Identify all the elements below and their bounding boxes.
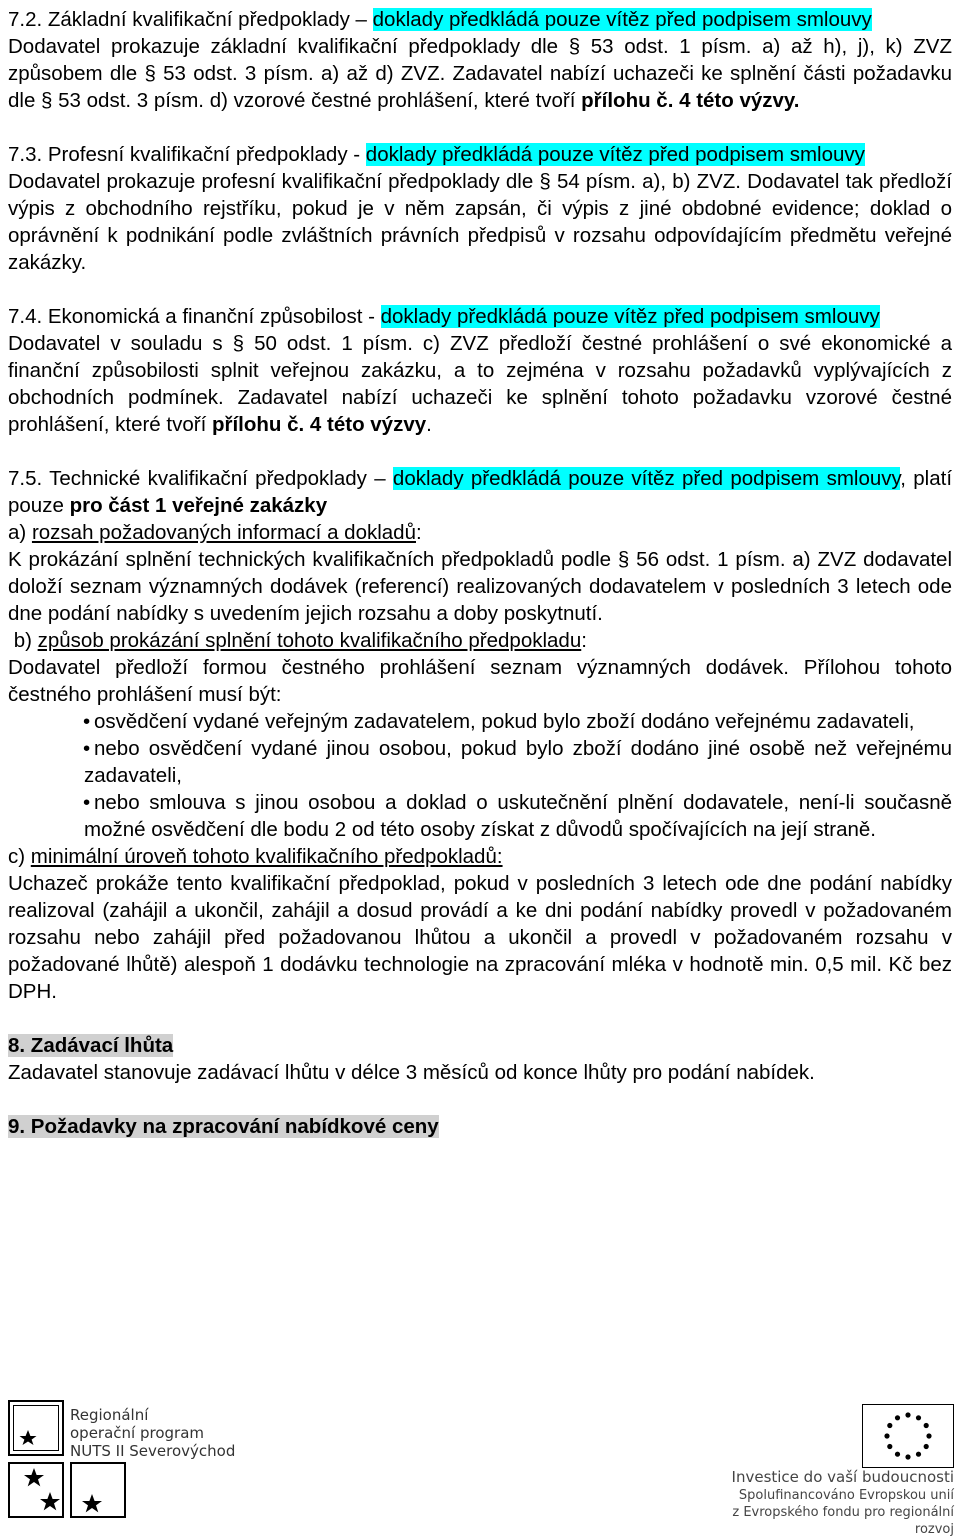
list-item: • nebo smlouva s jinou osobou a doklad o uskutečnění plnění dodavatele, není-li současně možné osvědčení dle bodu 2 od této osoby získat z důvodů spočívajících na její straně. — [84, 789, 952, 843]
section-7-5-heading: 7.5. Technické kvalifikační předpoklady – doklady předkládá pouze vítěz před podpisem smlouvy, platí pouze pro část 1 veřejné zakázky — [8, 467, 953, 517]
section-8 — [8, 1032, 952, 1086]
section-7-2 — [8, 6, 952, 114]
list-item: • osvědčení vydané veřejným zadavatelem, pokud bylo zboží dodáno veřejnému zadavateli, — [84, 708, 952, 735]
section-9-heading: 9. Požadavky na zpracování nabídkové ceny — [8, 1115, 439, 1138]
subsection-b-title: b) způsob prokázání splnění tohoto kvalifikačního předpokladu: — [8, 629, 587, 652]
section-7-4-body: Dodavatel v souladu s § 50 odst. 1 písm. c) ZVZ předloží čestné prohlášení o své ekonomické a finanční způsobilosti splnit veřejnou zakázku, a to zejména v rozsahu požadavků vyplývajících z obchodních podmínek. Zadavatel nabízí uchazeči ke splnění tohoto požadavku vzorové čestné prohlášení, které tvoří přílohu č. 4 této výzvy. — [8, 332, 952, 436]
eu-flag-icon — [862, 1404, 954, 1468]
subsection-c-title: c) minimální úroveň tohoto kvalifikačního předpokladů: — [8, 845, 503, 868]
section-8-body: Zadavatel stanovuje zadávací lhůtu v délce 3 měsíců od konce lhůty pro podání nabídek. — [8, 1061, 815, 1084]
document-page — [8, 6, 952, 1140]
section-7-3-body: Dodavatel prokazuje profesní kvalifikační předpoklady dle § 54 písm. a), b) ZVZ. Dodavatel tak předloží výpis z obchodního rejstříku, pokud je v něm zapsán, či výpis z jiné obdobné evidence; doklad o oprávnění k podnikání podle zvláštních právních předpisů v rozsahu odpovídajícím předmětu veřejné zakázky. — [8, 170, 952, 274]
rop-logo — [8, 1400, 248, 1522]
eu-logo-text: Investice do vaší budoucnosti Spolufinancováno Evropskou unií z Evropského fondu pro regionální rozvoj — [731, 1468, 954, 1537]
subsection-a-title: a) rozsah požadovaných informací a dokladů: — [8, 521, 422, 544]
winner-documents-highlight: doklady předkládá pouze vítěz před podpisem smlouvy — [365, 143, 865, 166]
section-7-5 — [8, 465, 952, 1005]
eu-logo — [690, 1400, 954, 1537]
subsection-c-body: Uchazeč prokáže tento kvalifikační předpoklad, pokud v posledních 3 letech ode dne podání nabídky realizoval (zahájil a ukončil, zahájil a dosud provádí a ke dni podání nabídky provedl v požadovaném rozsahu nebo zahájil před požadovanou lhůtou a ukončil a provedl v požadovaném rozsahu v požadované lhůtě) alespoň 1 dodávku technologie na zpracování mléka v hodnotě min. 0,5 mil. Kč bez DPH. — [8, 872, 952, 1003]
section-7-2-body: Dodavatel prokazuje základní kvalifikační předpoklady dle § 53 odst. 1 písm. a) až h), j), k) ZVZ způsobem dle § 53 odst. 3 písm. a) až d) ZVZ. Zadavatel nabízí uchazeči ke splnění části požadavku dle § 53 odst. 3 písm. d) vzorové čestné prohlášení, které tvoří přílohu č. 4 této výzvy. — [8, 35, 952, 112]
annex-reference: přílohu č. 4 této výzvy — [211, 413, 427, 436]
subsection-b-body: Dodavatel předloží formou čestného prohlášení seznam významných dodávek. Přílohou tohoto čestného prohlášení musí být: — [8, 656, 952, 706]
section-8-heading: 8. Zadávací lhůta — [8, 1034, 174, 1057]
winner-documents-highlight: doklady předkládá pouze vítěz před podpisem smlouvy — [380, 305, 880, 328]
winner-documents-highlight: doklady předkládá pouze vítěz před podpisem smlouvy — [392, 467, 901, 490]
section-7-2-heading: 7.2. Základní kvalifikační předpoklady – doklady předkládá pouze vítěz před podpisem smlouvy — [8, 8, 872, 31]
annex-reference: přílohu č. 4 této výzvy. — [581, 89, 800, 112]
section-7-4-heading: 7.4. Ekonomická a finanční způsobilost - doklady předkládá pouze vítěz před podpisem smlouvy — [8, 305, 880, 328]
part-1-note: pro část 1 veřejné zakázky — [69, 494, 328, 517]
section-7-3-heading: 7.3. Profesní kvalifikační předpoklady - doklady předkládá pouze vítěz před podpisem smlouvy — [8, 143, 865, 166]
attachment-list — [8, 708, 952, 843]
subsection-a-body: K prokázání splnění technických kvalifikačních předpokladů podle § 56 odst. 1 písm. a) ZVZ dodavatel doloží seznam významných dodávek (referencí) realizovaných dodavatelem v posledních 3 letech ode dne podání nabídky s uvedením jejich rozsahu a doby poskytnutí. — [8, 548, 952, 625]
section-7-4 — [8, 303, 952, 438]
section-7-3 — [8, 141, 952, 276]
list-item: • nebo osvědčení vydané jinou osobou, pokud bylo zboží dodáno jiné osobě než veřejnému zadavateli, — [84, 735, 952, 789]
rop-logo-text: Regionální operační program NUTS II Severovýchod — [70, 1406, 236, 1460]
winner-documents-highlight: doklady předkládá pouze vítěz před podpisem smlouvy — [372, 8, 872, 31]
section-9 — [8, 1113, 952, 1140]
